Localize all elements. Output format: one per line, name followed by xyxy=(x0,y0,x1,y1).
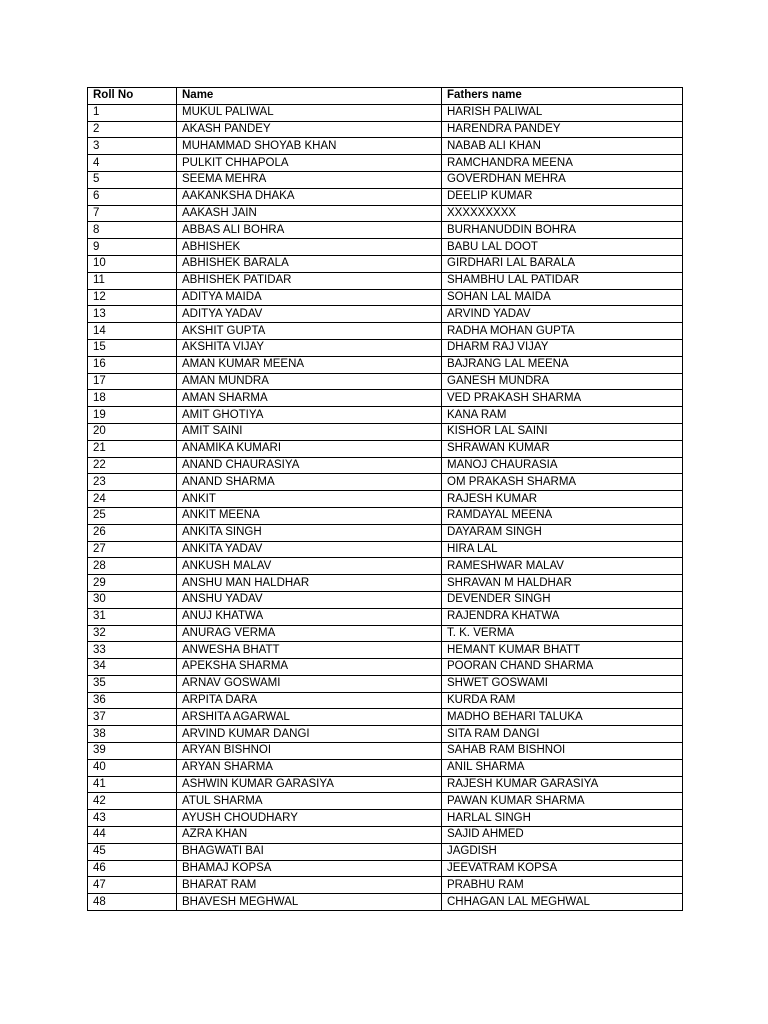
cell-name: AMAN KUMAR MEENA xyxy=(177,356,442,373)
table-row xyxy=(88,776,683,793)
cell-fathers-name: CHHAGAN LAL MEGHWAL xyxy=(442,894,683,911)
cell-fathers-name: ARVIND YADAV xyxy=(442,306,683,323)
cell-roll-no: 4 xyxy=(88,155,177,172)
cell-name: AMAN SHARMA xyxy=(177,390,442,407)
cell-name: BHAGWATI BAI xyxy=(177,843,442,860)
cell-roll-no: 46 xyxy=(88,860,177,877)
cell-roll-no: 5 xyxy=(88,171,177,188)
cell-name: ASHWIN KUMAR GARASIYA xyxy=(177,776,442,793)
table-body xyxy=(88,104,683,910)
cell-fathers-name: HEMANT KUMAR BHATT xyxy=(442,642,683,659)
student-roll-table xyxy=(87,87,683,911)
cell-roll-no: 37 xyxy=(88,709,177,726)
table-row xyxy=(88,507,683,524)
cell-fathers-name: VED PRAKASH SHARMA xyxy=(442,390,683,407)
cell-roll-no: 48 xyxy=(88,894,177,911)
table-row xyxy=(88,323,683,340)
table-row xyxy=(88,339,683,356)
cell-fathers-name: KANA RAM xyxy=(442,407,683,424)
cell-roll-no: 10 xyxy=(88,255,177,272)
cell-fathers-name: ANIL SHARMA xyxy=(442,759,683,776)
cell-roll-no: 24 xyxy=(88,491,177,508)
cell-roll-no: 31 xyxy=(88,608,177,625)
cell-name: ARSHITA AGARWAL xyxy=(177,709,442,726)
cell-fathers-name: MANOJ CHAURASIA xyxy=(442,457,683,474)
cell-fathers-name: HIRA LAL xyxy=(442,541,683,558)
cell-name: MUKUL PALIWAL xyxy=(177,104,442,121)
table-row xyxy=(88,356,683,373)
cell-name: BHARAT RAM xyxy=(177,877,442,894)
cell-roll-no: 3 xyxy=(88,138,177,155)
cell-roll-no: 33 xyxy=(88,642,177,659)
cell-roll-no: 34 xyxy=(88,659,177,676)
cell-name: ANAMIKA KUMARI xyxy=(177,440,442,457)
cell-fathers-name: RAJESH KUMAR xyxy=(442,491,683,508)
cell-name: APEKSHA SHARMA xyxy=(177,659,442,676)
table-row xyxy=(88,642,683,659)
cell-roll-no: 35 xyxy=(88,675,177,692)
table-row xyxy=(88,575,683,592)
cell-roll-no: 17 xyxy=(88,373,177,390)
cell-name: AMIT GHOTIYA xyxy=(177,407,442,424)
cell-fathers-name: GIRDHARI LAL BARALA xyxy=(442,255,683,272)
cell-fathers-name: OM PRAKASH SHARMA xyxy=(442,474,683,491)
cell-roll-no: 23 xyxy=(88,474,177,491)
cell-roll-no: 30 xyxy=(88,591,177,608)
cell-fathers-name: PRABHU RAM xyxy=(442,877,683,894)
header-fathers-name: Fathers name xyxy=(442,88,683,105)
table-row xyxy=(88,675,683,692)
cell-fathers-name: SHRAVAN M HALDHAR xyxy=(442,575,683,592)
cell-roll-no: 29 xyxy=(88,575,177,592)
cell-fathers-name: POORAN CHAND SHARMA xyxy=(442,659,683,676)
cell-fathers-name: RAMESHWAR MALAV xyxy=(442,558,683,575)
cell-name: ANKIT MEENA xyxy=(177,507,442,524)
cell-name: ARNAV GOSWAMI xyxy=(177,675,442,692)
table-row xyxy=(88,457,683,474)
cell-fathers-name: XXXXXXXXX xyxy=(442,205,683,222)
table-row xyxy=(88,743,683,760)
header-row xyxy=(88,88,683,105)
cell-name: AAKASH JAIN xyxy=(177,205,442,222)
cell-name: AMIT SAINI xyxy=(177,423,442,440)
cell-name: ANAND CHAURASIYA xyxy=(177,457,442,474)
header-name: Name xyxy=(177,88,442,105)
cell-roll-no: 2 xyxy=(88,121,177,138)
table-row xyxy=(88,726,683,743)
table-row xyxy=(88,591,683,608)
cell-fathers-name: HARISH PALIWAL xyxy=(442,104,683,121)
cell-fathers-name: HARLAL SINGH xyxy=(442,810,683,827)
table-row xyxy=(88,491,683,508)
cell-roll-no: 13 xyxy=(88,306,177,323)
cell-fathers-name: SHRAWAN KUMAR xyxy=(442,440,683,457)
table-row xyxy=(88,440,683,457)
cell-fathers-name: GANESH MUNDRA xyxy=(442,373,683,390)
cell-name: SEEMA MEHRA xyxy=(177,171,442,188)
cell-roll-no: 25 xyxy=(88,507,177,524)
cell-roll-no: 43 xyxy=(88,810,177,827)
cell-fathers-name: SAHAB RAM BISHNOI xyxy=(442,743,683,760)
cell-name: AKSHIT GUPTA xyxy=(177,323,442,340)
cell-roll-no: 45 xyxy=(88,843,177,860)
cell-fathers-name: KISHOR LAL SAINI xyxy=(442,423,683,440)
cell-roll-no: 8 xyxy=(88,222,177,239)
cell-fathers-name: RAMDAYAL MEENA xyxy=(442,507,683,524)
table-row xyxy=(88,474,683,491)
cell-roll-no: 28 xyxy=(88,558,177,575)
cell-name: ABHISHEK BARALA xyxy=(177,255,442,272)
cell-fathers-name: RAJENDRA KHATWA xyxy=(442,608,683,625)
table-row xyxy=(88,810,683,827)
cell-fathers-name: HARENDRA PANDEY xyxy=(442,121,683,138)
cell-name: AZRA KHAN xyxy=(177,827,442,844)
cell-roll-no: 42 xyxy=(88,793,177,810)
header-roll-no: Roll No xyxy=(88,88,177,105)
table-row xyxy=(88,625,683,642)
cell-fathers-name: SAJID AHMED xyxy=(442,827,683,844)
table-row xyxy=(88,608,683,625)
cell-fathers-name: SHWET GOSWAMI xyxy=(442,675,683,692)
cell-name: BHAVESH MEGHWAL xyxy=(177,894,442,911)
table-row xyxy=(88,541,683,558)
cell-name: AMAN MUNDRA xyxy=(177,373,442,390)
table-row xyxy=(88,759,683,776)
cell-name: AYUSH CHOUDHARY xyxy=(177,810,442,827)
table-row xyxy=(88,524,683,541)
table-row xyxy=(88,104,683,121)
cell-fathers-name: KURDA RAM xyxy=(442,692,683,709)
table-row xyxy=(88,407,683,424)
cell-name: ABBAS ALI BOHRA xyxy=(177,222,442,239)
cell-name: ARYAN BISHNOI xyxy=(177,743,442,760)
cell-name: ARYAN SHARMA xyxy=(177,759,442,776)
cell-name: ADITYA YADAV xyxy=(177,306,442,323)
cell-roll-no: 18 xyxy=(88,390,177,407)
cell-fathers-name: DHARM RAJ VIJAY xyxy=(442,339,683,356)
cell-name: ABHISHEK xyxy=(177,239,442,256)
table-row xyxy=(88,121,683,138)
cell-roll-no: 38 xyxy=(88,726,177,743)
cell-name: ATUL SHARMA xyxy=(177,793,442,810)
cell-name: ANSHU MAN HALDHAR xyxy=(177,575,442,592)
cell-name: ABHISHEK PATIDAR xyxy=(177,272,442,289)
table-row xyxy=(88,692,683,709)
table-row xyxy=(88,390,683,407)
cell-name: ANURAG VERMA xyxy=(177,625,442,642)
table-row xyxy=(88,709,683,726)
cell-fathers-name: DEELIP KUMAR xyxy=(442,188,683,205)
cell-roll-no: 7 xyxy=(88,205,177,222)
cell-fathers-name: T. K. VERMA xyxy=(442,625,683,642)
table-row xyxy=(88,423,683,440)
cell-fathers-name: BAJRANG LAL MEENA xyxy=(442,356,683,373)
cell-roll-no: 32 xyxy=(88,625,177,642)
table-row xyxy=(88,659,683,676)
cell-fathers-name: RADHA MOHAN GUPTA xyxy=(442,323,683,340)
cell-roll-no: 20 xyxy=(88,423,177,440)
cell-roll-no: 36 xyxy=(88,692,177,709)
table-row xyxy=(88,155,683,172)
cell-fathers-name: GOVERDHAN MEHRA xyxy=(442,171,683,188)
cell-fathers-name: BABU LAL DOOT xyxy=(442,239,683,256)
cell-name: AAKANKSHA DHAKA xyxy=(177,188,442,205)
table-row xyxy=(88,255,683,272)
table-row xyxy=(88,877,683,894)
cell-name: AKSHITA VIJAY xyxy=(177,339,442,356)
cell-name: ANKIT xyxy=(177,491,442,508)
cell-roll-no: 21 xyxy=(88,440,177,457)
table-row xyxy=(88,860,683,877)
cell-name: ARVIND KUMAR DANGI xyxy=(177,726,442,743)
cell-name: ANKITA SINGH xyxy=(177,524,442,541)
cell-roll-no: 12 xyxy=(88,289,177,306)
cell-fathers-name: BURHANUDDIN BOHRA xyxy=(442,222,683,239)
cell-roll-no: 9 xyxy=(88,239,177,256)
cell-fathers-name: MADHO BEHARI TALUKA xyxy=(442,709,683,726)
cell-fathers-name: DAYARAM SINGH xyxy=(442,524,683,541)
cell-roll-no: 44 xyxy=(88,827,177,844)
cell-name: BHAMAJ KOPSA xyxy=(177,860,442,877)
cell-name: ANKITA YADAV xyxy=(177,541,442,558)
cell-name: ANWESHA BHATT xyxy=(177,642,442,659)
table-row xyxy=(88,289,683,306)
table-row xyxy=(88,272,683,289)
table-row xyxy=(88,843,683,860)
cell-fathers-name: RAMCHANDRA MEENA xyxy=(442,155,683,172)
table-row xyxy=(88,558,683,575)
cell-name: PULKIT CHHAPOLA xyxy=(177,155,442,172)
table-row xyxy=(88,171,683,188)
table-header xyxy=(88,88,683,105)
cell-roll-no: 16 xyxy=(88,356,177,373)
table-row xyxy=(88,827,683,844)
cell-roll-no: 47 xyxy=(88,877,177,894)
table-row xyxy=(88,306,683,323)
cell-fathers-name: JAGDISH xyxy=(442,843,683,860)
cell-roll-no: 41 xyxy=(88,776,177,793)
table-row xyxy=(88,894,683,911)
cell-fathers-name: SITA RAM DANGI xyxy=(442,726,683,743)
cell-fathers-name: SHAMBHU LAL PATIDAR xyxy=(442,272,683,289)
cell-fathers-name: JEEVATRAM KOPSA xyxy=(442,860,683,877)
cell-roll-no: 14 xyxy=(88,323,177,340)
cell-roll-no: 11 xyxy=(88,272,177,289)
table-row xyxy=(88,188,683,205)
cell-roll-no: 15 xyxy=(88,339,177,356)
cell-name: ANKUSH MALAV xyxy=(177,558,442,575)
cell-fathers-name: NABAB ALI KHAN xyxy=(442,138,683,155)
cell-roll-no: 1 xyxy=(88,104,177,121)
cell-roll-no: 19 xyxy=(88,407,177,424)
table-row xyxy=(88,205,683,222)
cell-fathers-name: PAWAN KUMAR SHARMA xyxy=(442,793,683,810)
table-row xyxy=(88,239,683,256)
cell-fathers-name: DEVENDER SINGH xyxy=(442,591,683,608)
table-row xyxy=(88,138,683,155)
cell-name: ANAND SHARMA xyxy=(177,474,442,491)
cell-fathers-name: SOHAN LAL MAIDA xyxy=(442,289,683,306)
cell-name: ADITYA MAIDA xyxy=(177,289,442,306)
cell-roll-no: 27 xyxy=(88,541,177,558)
cell-roll-no: 6 xyxy=(88,188,177,205)
cell-name: MUHAMMAD SHOYAB KHAN xyxy=(177,138,442,155)
cell-name: AKASH PANDEY xyxy=(177,121,442,138)
cell-fathers-name: RAJESH KUMAR GARASIYA xyxy=(442,776,683,793)
cell-roll-no: 26 xyxy=(88,524,177,541)
cell-name: ANUJ KHATWA xyxy=(177,608,442,625)
cell-roll-no: 22 xyxy=(88,457,177,474)
cell-name: ARPITA DARA xyxy=(177,692,442,709)
table-row xyxy=(88,793,683,810)
cell-name: ANSHU YADAV xyxy=(177,591,442,608)
table-row xyxy=(88,222,683,239)
table-row xyxy=(88,373,683,390)
cell-roll-no: 40 xyxy=(88,759,177,776)
cell-roll-no: 39 xyxy=(88,743,177,760)
